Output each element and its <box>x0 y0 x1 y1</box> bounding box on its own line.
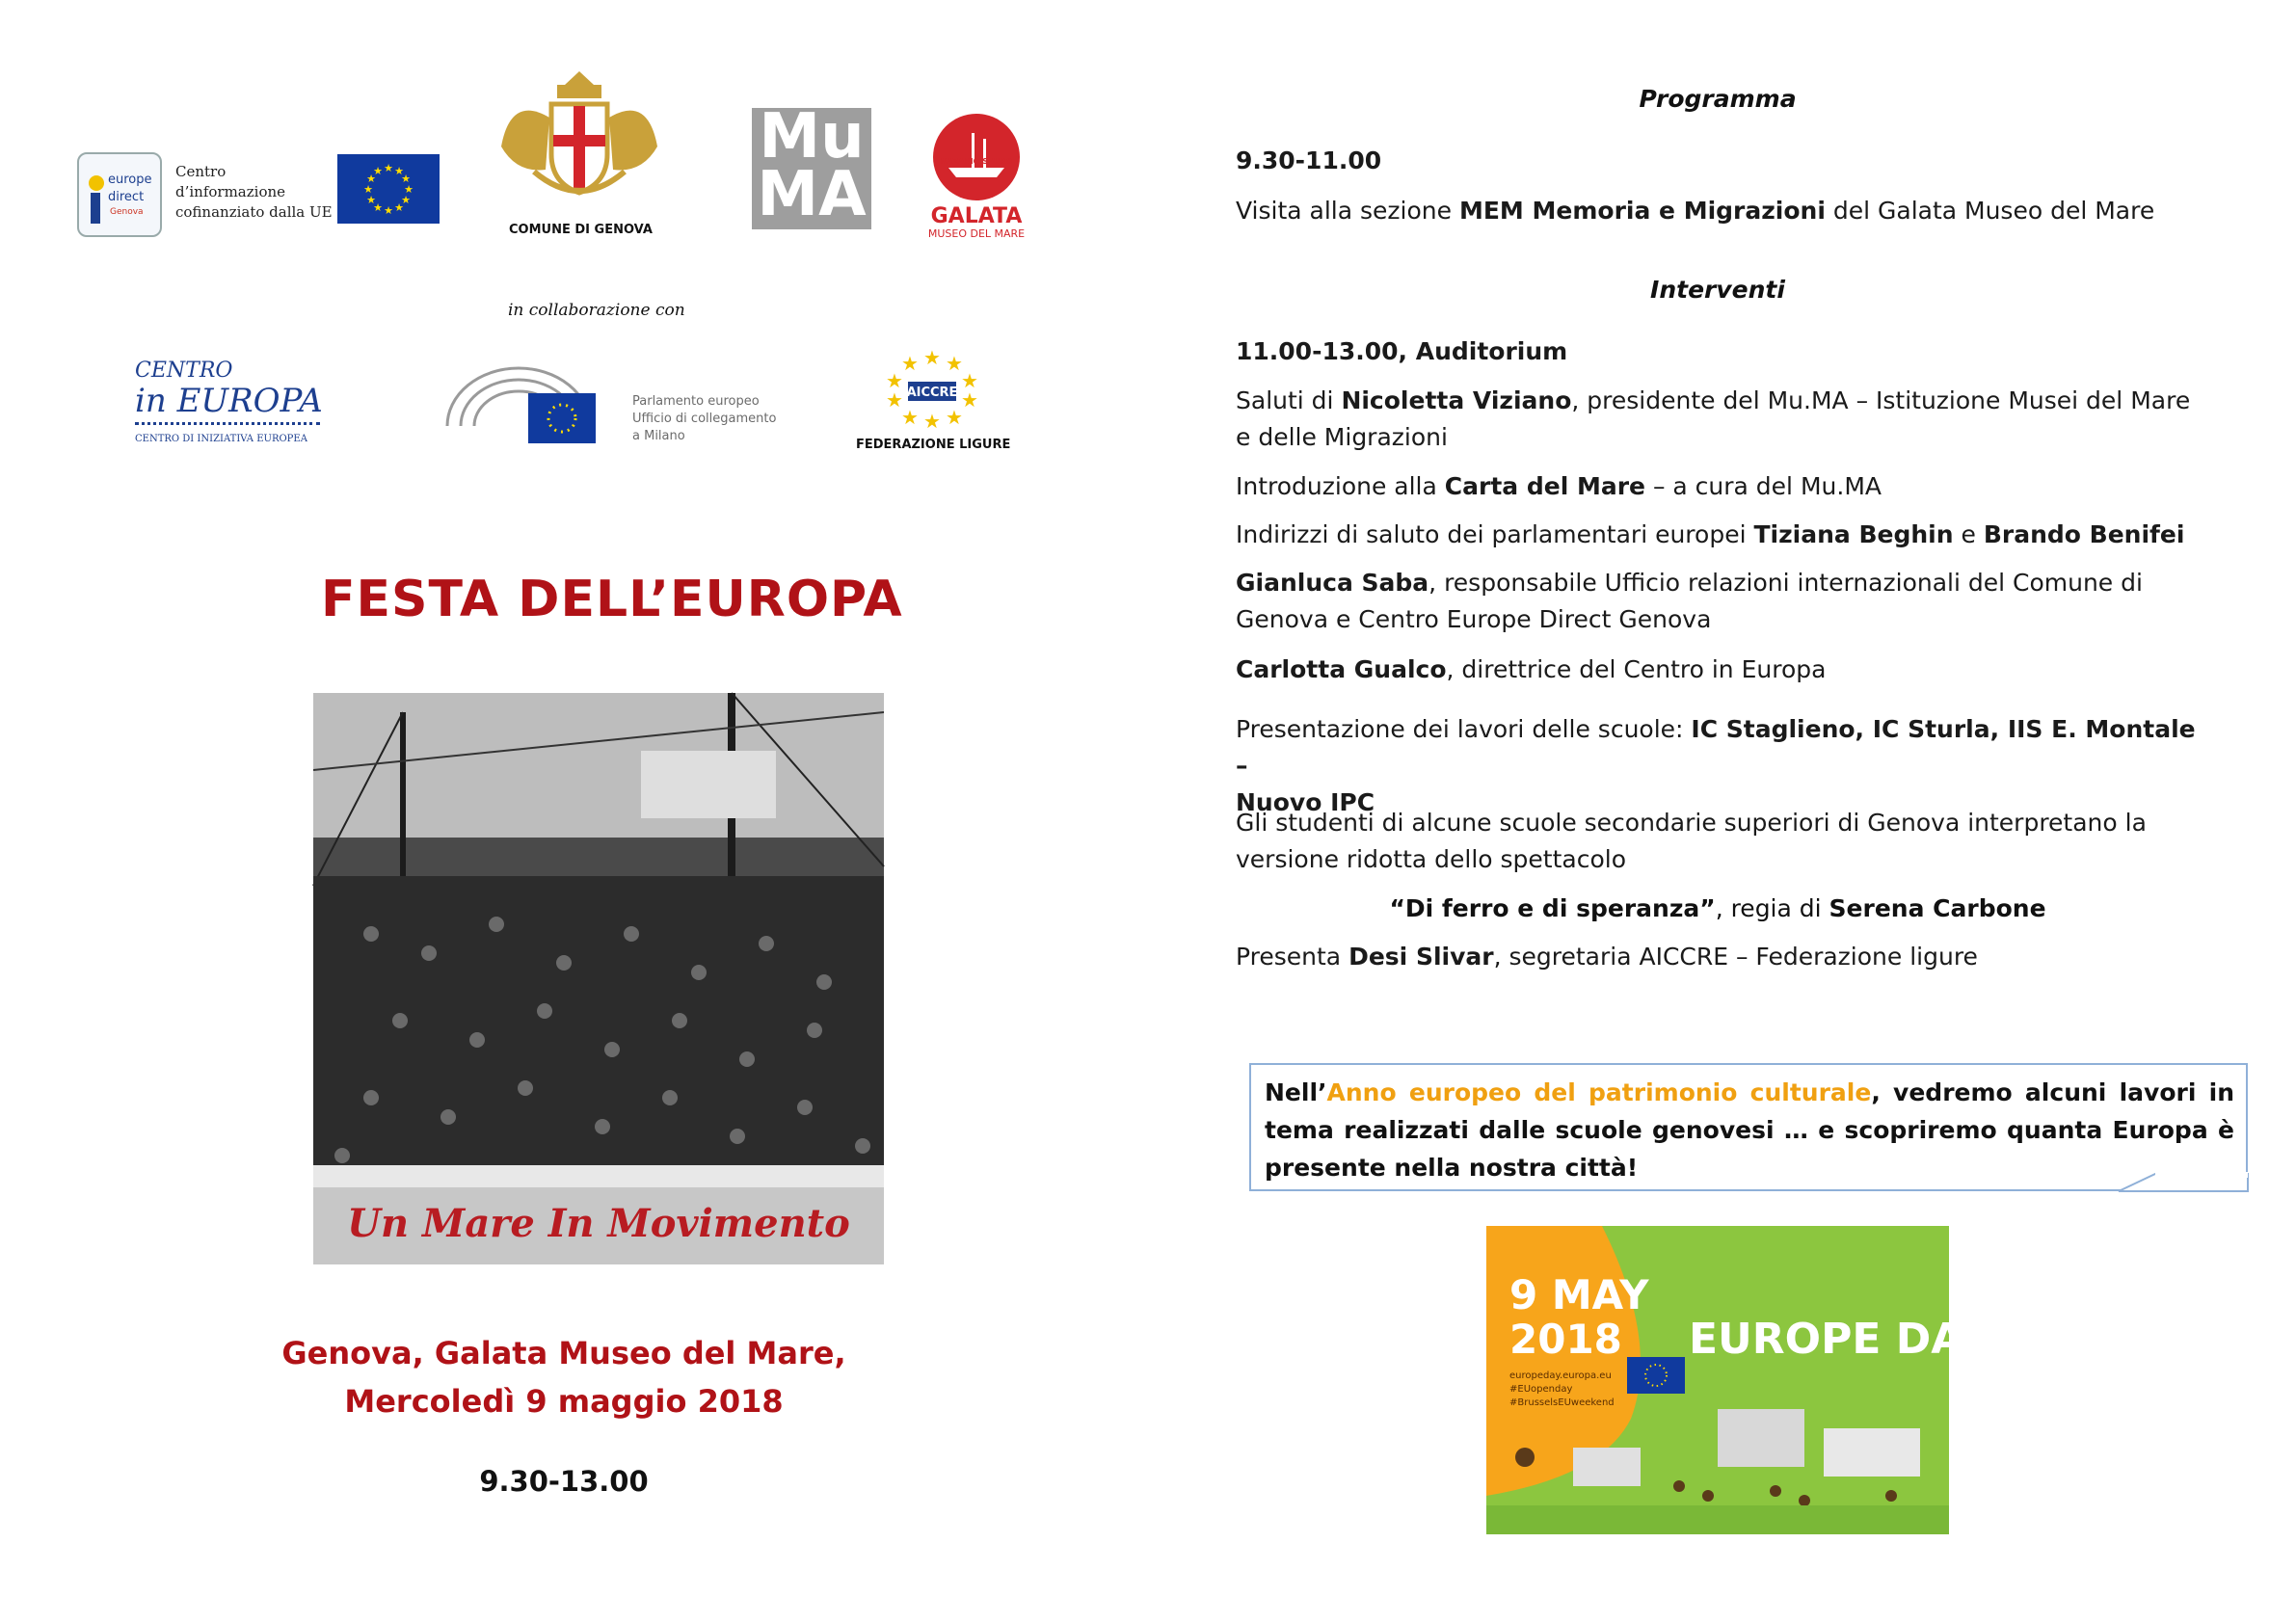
svg-text:★: ★ <box>394 165 404 177</box>
galata-ship-logo-icon <box>933 114 1020 200</box>
text-segment: Carlotta Gualco <box>1236 655 1447 683</box>
text-segment: Indirizzi di saluto dei parlamentari europei <box>1236 520 1754 548</box>
photo-caption: Un Mare In Movimento <box>347 1201 850 1246</box>
parliament-office-label <box>632 393 776 445</box>
program-presenta <box>1236 939 2200 975</box>
event-location: Genova, Galata Museo del Mare, <box>281 1335 846 1371</box>
svg-text:★: ★ <box>384 162 393 174</box>
program-visit <box>1236 193 2200 229</box>
muma-logo <box>752 101 871 230</box>
program-indirizzi <box>1236 517 2200 553</box>
parliament-office-line1: Parlamento europeo <box>632 394 760 409</box>
text-segment: , regia di <box>1715 894 1829 922</box>
program-intro <box>1236 468 2200 505</box>
text-segment: Presentazione dei lavori delle scuole: <box>1236 715 1692 743</box>
svg-text:★: ★ <box>366 194 376 206</box>
event-date: Mercoledì 9 maggio 2018 <box>344 1383 784 1420</box>
europe-direct-caption-line: d’informazione <box>175 183 286 200</box>
europe-day-tag: #BrusselsEUweekend <box>1509 1397 1615 1408</box>
interventi-heading: Interventi <box>1650 276 1785 304</box>
svg-text:★: ★ <box>363 183 373 196</box>
text-segment: Visita alla sezione <box>1236 197 1459 225</box>
europe-direct-caption-line: cofinanziato dalla UE <box>175 203 333 221</box>
svg-text:★: ★ <box>401 194 411 206</box>
parliament-office-line3: a Milano <box>632 429 685 443</box>
program-studenti-line1: Gli studenti di alcune scuole secondarie superiori di Genova interpretano la <box>1236 809 2147 837</box>
svg-text:★: ★ <box>901 406 919 429</box>
text-segment: “Di ferro e di speranza” <box>1389 894 1716 922</box>
svg-text:★: ★ <box>886 388 903 412</box>
text-segment: Brando Benifei <box>1983 520 2185 548</box>
muma-logo-line2: MA <box>757 159 867 230</box>
svg-text:★: ★ <box>923 410 941 433</box>
program-studenti-line2: versione ridotta dello spettacolo <box>1236 845 1627 873</box>
parliament-office-line2: Ufficio di collegamento <box>632 412 777 426</box>
svg-text:★: ★ <box>946 352 963 375</box>
text-segment: , presidente del Mu.MA – Istituzione Musei del Mare <box>1571 386 2191 414</box>
program-saba-line1 <box>1236 565 2200 601</box>
text-segment: , responsabile Ufficio relazioni internazionali del Comune di <box>1428 569 2143 597</box>
europe-direct-caption <box>175 162 333 223</box>
svg-text:★: ★ <box>923 346 941 369</box>
text-segment: MEM Memoria e Migrazioni <box>1458 197 1826 225</box>
svg-text:★: ★ <box>404 183 414 196</box>
text-segment: IC Staglieno, IC Sturla, IIS E. Montale – <box>1236 715 2196 780</box>
text-segment: Carta del Mare <box>1444 472 1646 500</box>
comune-genova-label: COMUNE DI GENOVA <box>509 223 653 237</box>
centro-in-europa-line2: in EUROPA <box>135 382 323 420</box>
event-time: 9.30-13.00 <box>479 1465 649 1498</box>
text-segment: Nell’ <box>1265 1078 1327 1106</box>
text-segment: Serena Carbone <box>1829 894 2046 922</box>
svg-text:★: ★ <box>373 165 383 177</box>
program-heading: Programma <box>1639 85 1797 113</box>
europe-day-link: europeday.europa.eu <box>1509 1370 1612 1381</box>
svg-text:★: ★ <box>946 406 963 429</box>
text-segment: Gianluca Saba <box>1236 569 1429 597</box>
europe-direct-caption-line: Centro <box>175 163 227 180</box>
program-scuole-line2: Nuovo IPC <box>1236 788 1375 816</box>
program-saba <box>1236 565 2200 638</box>
svg-text:★: ★ <box>401 173 411 185</box>
aiccre-caption: FEDERAZIONE LIGURE <box>856 438 1011 452</box>
centro-in-europa-line3: CENTRO DI INIZIATIVA EUROPEA <box>135 434 307 444</box>
aiccre-logo-icon <box>873 346 991 433</box>
svg-text:★: ★ <box>394 201 404 214</box>
text-segment: e <box>1953 520 1984 548</box>
europe-direct-line2: direct <box>108 190 145 204</box>
comune-genova-coat-of-arms-icon <box>488 66 671 210</box>
program-spettacolo <box>1236 891 2200 927</box>
text-segment: Nicoletta Viziano <box>1341 386 1572 414</box>
callout-highlight: Anno europeo del patrimonio culturale <box>1326 1078 1872 1106</box>
eu-flag-icon <box>337 154 440 224</box>
europe-day-date-line2: 2018 <box>1509 1316 1622 1363</box>
program-saluti <box>1236 383 2200 456</box>
svg-text:★: ★ <box>901 352 919 375</box>
centro-in-europa-divider <box>135 422 320 429</box>
europe-day-date-line1: 9 MAY <box>1509 1271 1649 1318</box>
text-segment: Desi Slivar <box>1348 943 1494 971</box>
program-saluti-line2: e delle Migrazioni <box>1236 423 1448 451</box>
galata-subtitle: MUSEO DEL MARE <box>927 227 1026 240</box>
aiccre-badge-text: AICCRE <box>906 386 958 400</box>
europe-direct-line3: Genova <box>110 207 144 217</box>
eu-flag-icon <box>528 393 596 443</box>
page-title: FESTA DELL’EUROPA <box>321 571 903 628</box>
europe-direct-logo <box>77 152 162 237</box>
text-segment: Tiziana Beghin <box>1753 520 1954 548</box>
program-second-time: 11.00-13.00, Auditorium <box>1236 337 1568 365</box>
europe-day-tag: #EUopenday <box>1509 1384 1573 1395</box>
program-gualco <box>1236 652 2200 688</box>
svg-text:★: ★ <box>384 204 393 217</box>
text-segment: – a cura del Mu.MA <box>1645 472 1882 500</box>
text-segment: Saluti di <box>1236 386 1342 414</box>
text-segment: , vedremo alcuni lavori in tema realizzati dalle scuole genovesi … e scopriremo quanta Europa è presente nella nostra città! <box>1265 1078 2234 1182</box>
europe-direct-line1: europe <box>108 173 152 187</box>
program-first-time: 9.30-11.00 <box>1236 146 1382 174</box>
text-segment: , segretaria AICCRE – Federazione ligure <box>1493 943 1978 971</box>
europe-day-title: EUROPE DAY <box>1689 1315 1990 1364</box>
text-segment: Presenta <box>1236 943 1349 971</box>
text-segment: del Galata Museo del Mare <box>1825 197 2155 225</box>
svg-text:★: ★ <box>373 201 383 214</box>
program-saba-line2: Genova e Centro Europe Direct Genova <box>1236 605 1712 633</box>
galata-name: GALATA <box>930 204 1023 228</box>
centro-in-europa-line1: CENTRO <box>135 359 233 383</box>
svg-text:★: ★ <box>961 369 978 392</box>
svg-text:★: ★ <box>961 388 978 412</box>
collaboration-label: in collaborazione con <box>508 301 685 320</box>
text-segment: Introduzione alla <box>1236 472 1445 500</box>
program-saluti-line1 <box>1236 383 2200 419</box>
program-scuole-line1 <box>1236 711 2200 785</box>
text-segment: , direttrice del Centro in Europa <box>1446 655 1827 683</box>
muma-logo-line1: Mu <box>759 101 865 173</box>
svg-text:★: ★ <box>366 173 376 185</box>
emigrant-ship-photo <box>313 693 884 1187</box>
svg-text:★: ★ <box>886 369 903 392</box>
galata-badge-text: NAZARIO SAURO <box>940 157 1013 166</box>
program-studenti <box>1236 805 2200 878</box>
europe-day-card <box>1486 1226 1990 1534</box>
callout-text <box>1265 1074 2234 1186</box>
